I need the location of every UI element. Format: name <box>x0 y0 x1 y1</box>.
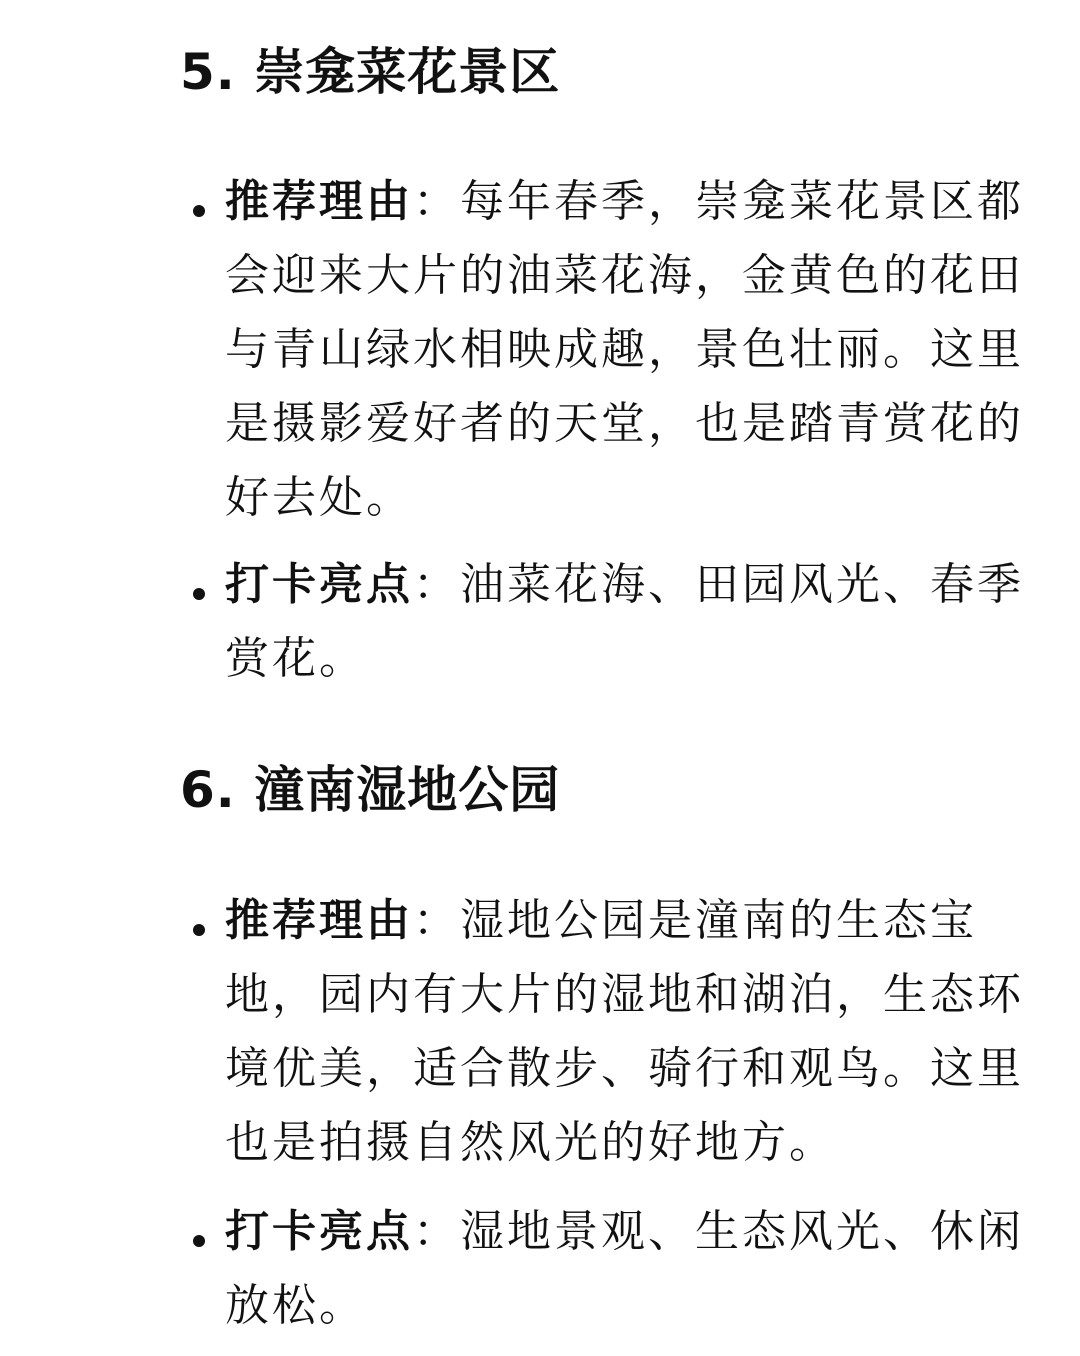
label-separator: ： <box>413 176 460 227</box>
bullet-icon <box>193 588 205 600</box>
label-separator: ： <box>413 559 460 610</box>
bullet-label: 推荐理由 <box>225 895 413 946</box>
bullet-label: 打卡亮点 <box>225 1206 413 1257</box>
bullet-body: 湿地景观、生态风光、休闲放松。 <box>225 1206 1024 1331</box>
bullet-text <box>225 884 1025 1180</box>
bullet-text <box>225 1195 1025 1343</box>
label-separator: ： <box>413 1206 460 1257</box>
bullet-label: 打卡亮点 <box>225 559 413 610</box>
bullet-body: 湿地公园是潼南的生态宝地，园内有大片的湿地和湖泊，生态环境优美，适合散步、骑行和观鸟。这里也是拍摄自然风光的好地方。 <box>225 895 1024 1168</box>
section-title: 6. 潼南湿地公园 <box>180 761 561 819</box>
bullet-icon <box>193 205 205 217</box>
bullet-text <box>225 548 1025 696</box>
section-title: 5. 崇龛菜花景区 <box>180 43 561 101</box>
bullet-text <box>225 165 1025 535</box>
bullet-icon <box>193 1235 205 1247</box>
bullet-body: 每年春季，崇龛菜花景区都会迎来大片的油菜花海，金黄色的花田与青山绿水相映成趣，景色壮丽。这里是摄影爱好者的天堂，也是踏青赏花的好去处。 <box>225 176 1024 523</box>
bullet-icon <box>193 924 205 936</box>
bullet-body: 油菜花海、田园风光、春季赏花。 <box>225 559 1024 684</box>
label-separator: ： <box>413 895 460 946</box>
bullet-label: 推荐理由 <box>225 176 413 227</box>
